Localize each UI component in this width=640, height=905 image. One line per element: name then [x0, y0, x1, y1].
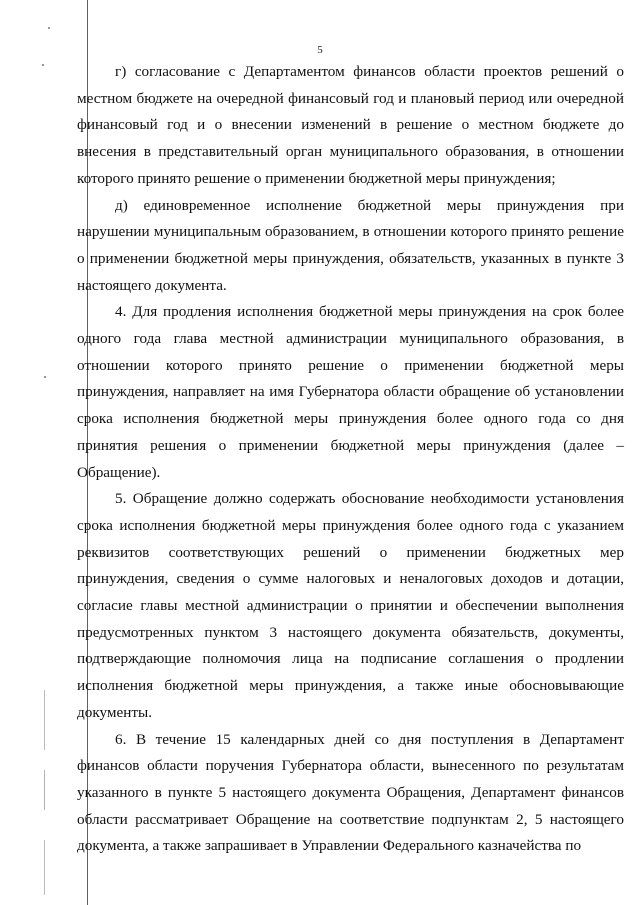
paragraph-4: 4. Для продления исполнения бюджетной меры принуждения на срок более одного года глава местной администрации муниципального образования, в отношении которого принято решение о применении бюджетной меры принуждения, направляет на имя Губернатора области обращение об установлении срока исполнения бюджетной меры принуждения более одного года со дня принятия решения о применении бюджетной меры принуждения (далее – Обращение). [77, 303, 624, 481]
scan-speck [48, 27, 50, 29]
scan-speck [42, 64, 44, 66]
paragraph-5: 5. Обращение должно содержать обоснование необходимости установления срока исполнения бюджетной меры принуждения более одного года с указанием реквизитов соответствующих решений о применении бюджетных мер принуждения, сведения о сумме налоговых и неналоговых доходов и дотации, согласие главы местной администрации о принятии и обеспечении выполнения предусмотренных пунктом 3 настоящего документа обязательств, документы, подтверждающие полномочия лица на подписание соглашения о продлении исполнения бюджетной меры принуждения, а также иные обосновывающие документы. [77, 490, 624, 721]
paragraph-d: д) единовременное исполнение бюджетной меры принуждения при нарушении муниципальным образованием, в отношении которого принято решение о применении бюджетной меры принуждения, обязательств, указанных в пункте 3 настоящего документа. [77, 196, 624, 294]
scan-speck [44, 376, 46, 378]
page-number: 5 [317, 44, 323, 56]
margin-mark [44, 690, 45, 750]
document-body [77, 59, 624, 860]
paragraph-g: г) согласование с Департаментом финансов области проектов решений о местном бюджете на очередной финансовый год и плановый период или очередной финансовый год и о внесении изменений в решение о местном бюджете до внесения в представительный орган муниципального образования, в отношении которого принято решение о применении бюджетной меры принуждения; [77, 63, 624, 187]
paragraph-6: 6. В течение 15 календарных дней со дня поступления в Департамент финансов области поручения Губернатора области, вынесенного по результатам указанного в пункте 5 настоящего документа Обращения, Департамент финансов области рассматривает Обращение на соответствие подпунктам 2, 5 настоящего документа, а также запрашивает в Управлении Федерального казначейства по [77, 730, 624, 855]
margin-mark [44, 770, 45, 810]
margin-mark [44, 840, 45, 895]
